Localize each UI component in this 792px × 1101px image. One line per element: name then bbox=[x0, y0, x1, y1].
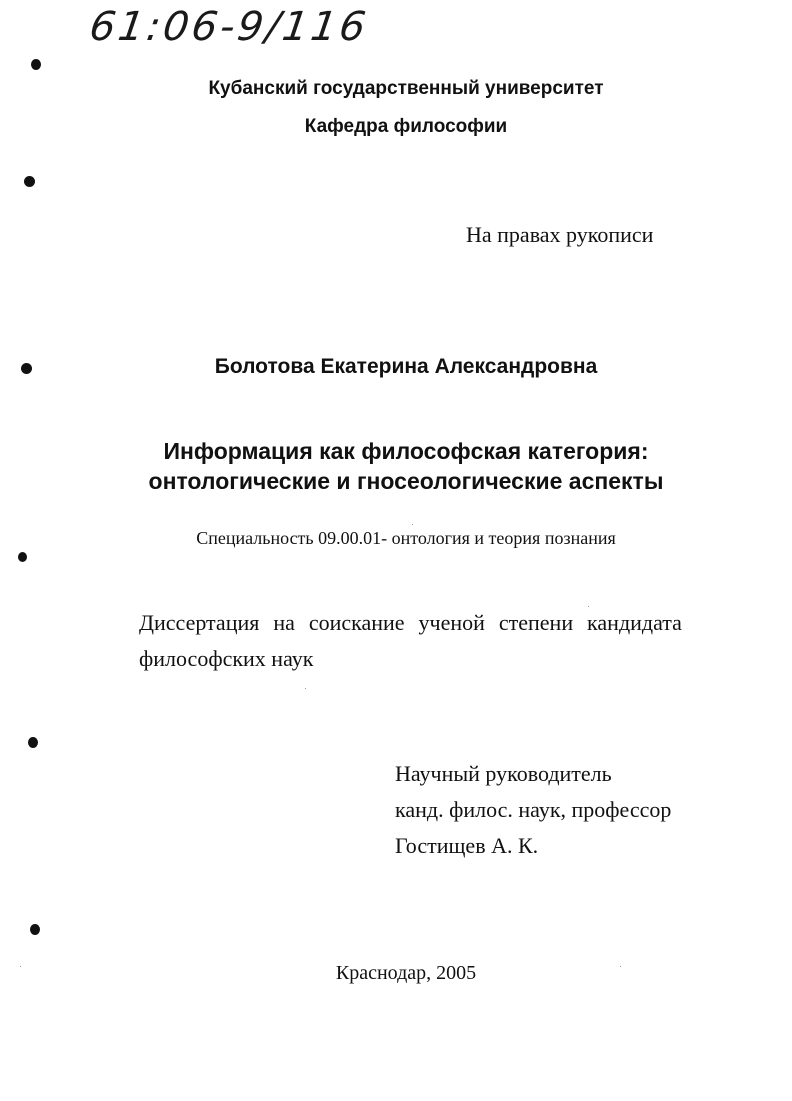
binding-hole-4 bbox=[18, 552, 27, 562]
dissertation-word: на bbox=[273, 610, 295, 635]
dissertation-statement bbox=[139, 609, 682, 673]
supervisor-degree: канд. филос. наук, профессор bbox=[395, 797, 672, 822]
dissertation-word: Диссертация bbox=[139, 610, 260, 635]
scan-speck bbox=[20, 966, 21, 967]
binding-hole-6 bbox=[30, 924, 40, 935]
department-name: Кафедра философии bbox=[304, 116, 508, 137]
dissertation-word: степени bbox=[498, 610, 574, 635]
binding-hole-5 bbox=[28, 737, 38, 748]
scan-speck bbox=[588, 606, 589, 607]
binding-hole-2 bbox=[24, 176, 35, 187]
dissertation-word: ученой bbox=[418, 610, 485, 635]
scan-speck bbox=[412, 524, 413, 525]
supervisor-block bbox=[395, 756, 671, 864]
dissertation-line-2: философских наук bbox=[139, 646, 314, 671]
binding-hole-1 bbox=[31, 59, 41, 70]
title-line-2: онтологические и гносеологические аспекты bbox=[148, 468, 664, 494]
handwritten-catalog-code: 61:06-9/116 bbox=[86, 4, 372, 50]
city-year: Краснодар, 2005 bbox=[335, 962, 477, 984]
scan-speck bbox=[305, 688, 306, 689]
dissertation-word: соискание bbox=[308, 610, 405, 635]
dissertation-line-1 bbox=[139, 609, 682, 637]
supervisor-name: Гостищев А. К. bbox=[395, 833, 539, 858]
author-name: Болотова Екатерина Александровна bbox=[214, 355, 598, 378]
title-line-1: Информация как философская категория: bbox=[163, 438, 649, 464]
scan-speck bbox=[620, 966, 621, 967]
specialty-line: Специальность 09.00.01- онтология и теория познания bbox=[196, 528, 616, 548]
dissertation-title bbox=[80, 436, 732, 496]
dissertation-word: кандидата bbox=[587, 610, 682, 635]
university-name: Кубанский государственный университет bbox=[208, 78, 604, 99]
manuscript-rights-note: На правах рукописи bbox=[466, 222, 654, 247]
supervisor-role: Научный руководитель bbox=[395, 761, 612, 786]
binding-hole-3 bbox=[21, 363, 32, 374]
